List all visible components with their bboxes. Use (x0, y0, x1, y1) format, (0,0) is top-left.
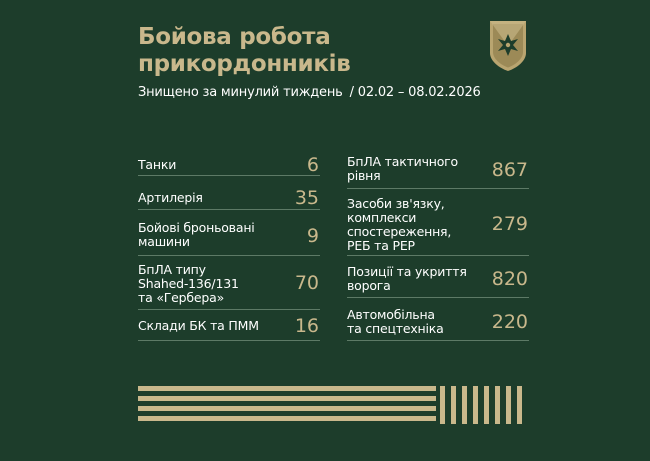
decorative-vertical-stripes (440, 386, 530, 424)
stat-label: БпЛА типу Shahed-136/131 та «Гербера» (138, 262, 239, 305)
date-range: 02.02 – 08.02.2026 (357, 85, 481, 100)
stat-value: 6 (306, 154, 319, 176)
stat-value: 820 (491, 268, 528, 290)
stat-label: Позиції та укриття ворога (347, 264, 467, 293)
stat-value: 279 (491, 213, 528, 235)
stat-value: 867 (491, 159, 528, 181)
stat-row-shahed-drones (138, 263, 320, 310)
subtitle (138, 85, 481, 100)
stat-value: 220 (491, 311, 528, 333)
subtitle-text: Знищено за минулий тиждень (138, 85, 343, 100)
subtitle-separator: / (349, 85, 354, 100)
stat-value: 35 (294, 187, 319, 209)
stat-label: Склади БК та ПММ (138, 318, 259, 333)
stat-value: 9 (306, 225, 319, 247)
stat-row-ammo-depots (138, 316, 320, 341)
stat-label: БпЛА тактичного рівня (347, 154, 458, 183)
stat-row-vehicles (347, 308, 529, 341)
stat-label: Бойові броньовані машини (138, 220, 255, 249)
stat-row-tactical-drones (347, 155, 529, 189)
stat-row-tanks (138, 155, 320, 176)
stat-row-artillery (138, 187, 320, 210)
stat-value: 16 (294, 315, 319, 337)
stat-row-communications-ew (347, 197, 529, 256)
stat-label: Автомобільна та спецтехніка (347, 307, 444, 336)
title-line-2: прикордонників (138, 51, 351, 77)
stat-label: Засоби зв'язку, комплекси спостереження, РЕБ та РЕР (347, 196, 452, 253)
title-line-1: Бойова робота (138, 24, 331, 50)
page-title (138, 24, 350, 78)
stat-row-armored-vehicles (138, 221, 320, 256)
stat-value: 70 (294, 272, 319, 294)
decorative-horizontal-stripes (138, 386, 436, 426)
stat-label: Танки (138, 157, 177, 172)
stat-row-enemy-positions (347, 265, 529, 298)
stat-label: Артилерія (138, 190, 203, 205)
cross-shield-emblem-icon (487, 19, 529, 73)
